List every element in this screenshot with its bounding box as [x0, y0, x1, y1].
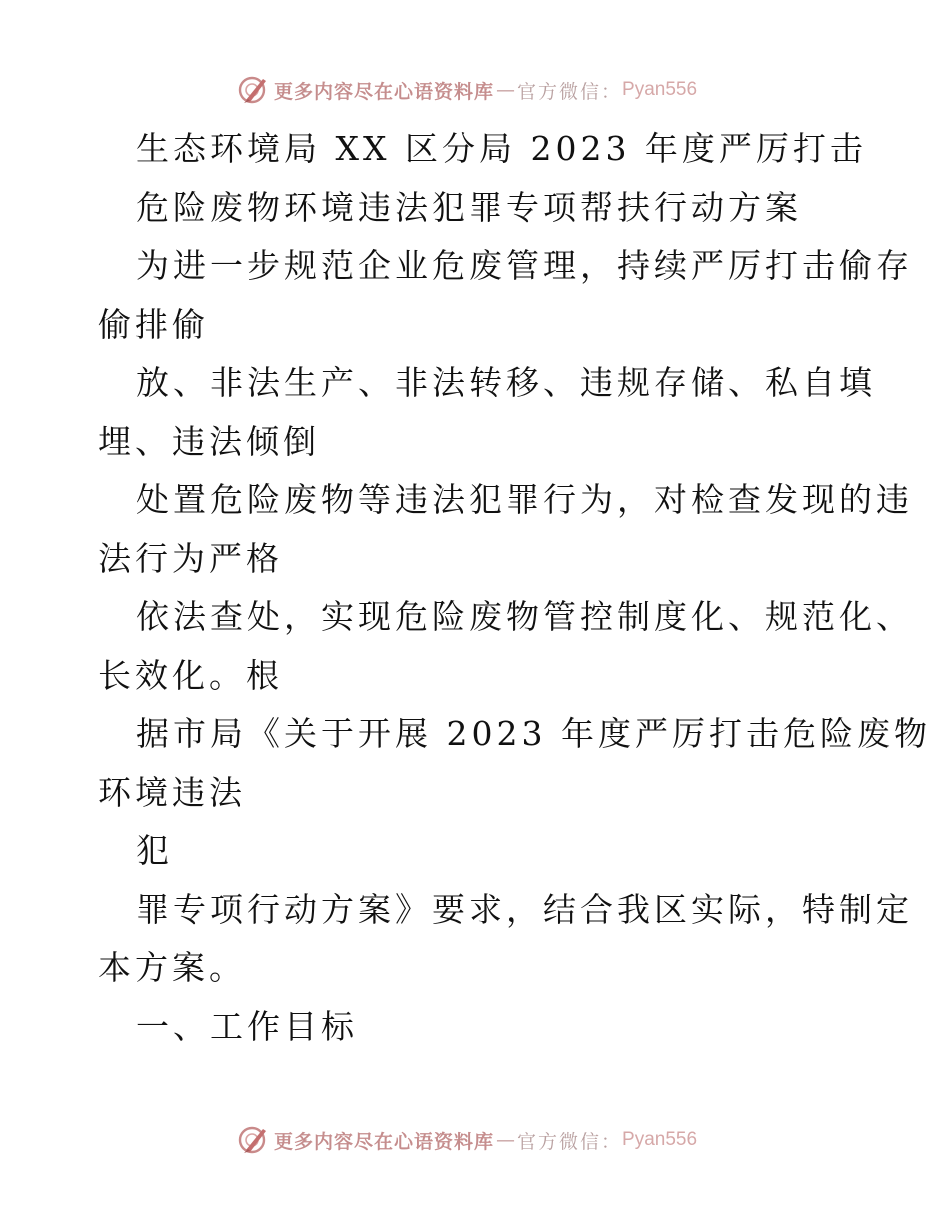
document-body — [98, 120, 931, 1056]
watermark-dash: — — [496, 1129, 516, 1151]
paragraph-line: 依法查处，实现危险废物管控制度化、规范化、 — [136, 597, 913, 636]
paragraph-line: 埋、违法倾倒 — [98, 421, 320, 461]
paragraph-line: 本方案。 — [98, 948, 246, 987]
brush-logo-icon — [236, 73, 270, 107]
paragraph-line: 罪专项行动方案》要求，结合我区实际，特制定 — [136, 889, 913, 929]
watermark-header — [236, 72, 756, 108]
section-heading: 一、工作目标 — [136, 1006, 358, 1046]
watermark-footer — [236, 1122, 756, 1158]
paragraph-line: 据市局《关于开展 2023 年度严厉打击危险废物 — [136, 714, 931, 753]
paragraph-line: 犯 — [136, 831, 173, 870]
paragraph-line: 法行为严格 — [98, 538, 283, 578]
title-line-1: 生态环境局 XX 区分局 2023 年度严厉打击 — [136, 129, 867, 168]
brush-logo-icon — [236, 1123, 270, 1157]
paragraph-line: 长效化。根 — [98, 655, 283, 695]
paragraph-line: 处置危险废物等违法犯罪行为，对检查发现的违 — [136, 480, 913, 519]
watermark-brand: 更多内容尽在心语资料库 — [274, 1130, 495, 1153]
paragraph-line: 为进一步规范企业危废管理，持续严厉打击偷存 — [136, 246, 913, 285]
watermark-label: 官方微信： — [517, 80, 623, 103]
paragraph-line: 放、非法生产、非法转移、违规存储、私自填 — [136, 363, 876, 402]
paragraph-line: 偷排偷 — [98, 304, 209, 344]
paragraph-line: 环境违法 — [98, 772, 246, 812]
watermark-dash: — — [496, 79, 516, 101]
watermark-wechat-id: Pyan556 — [622, 79, 698, 100]
title-line-2: 危险废物环境违法犯罪专项帮扶行动方案 — [136, 187, 802, 227]
watermark-wechat-id: Pyan556 — [622, 1129, 698, 1150]
watermark-brand: 更多内容尽在心语资料库 — [274, 80, 495, 103]
watermark-label: 官方微信： — [517, 1130, 623, 1153]
